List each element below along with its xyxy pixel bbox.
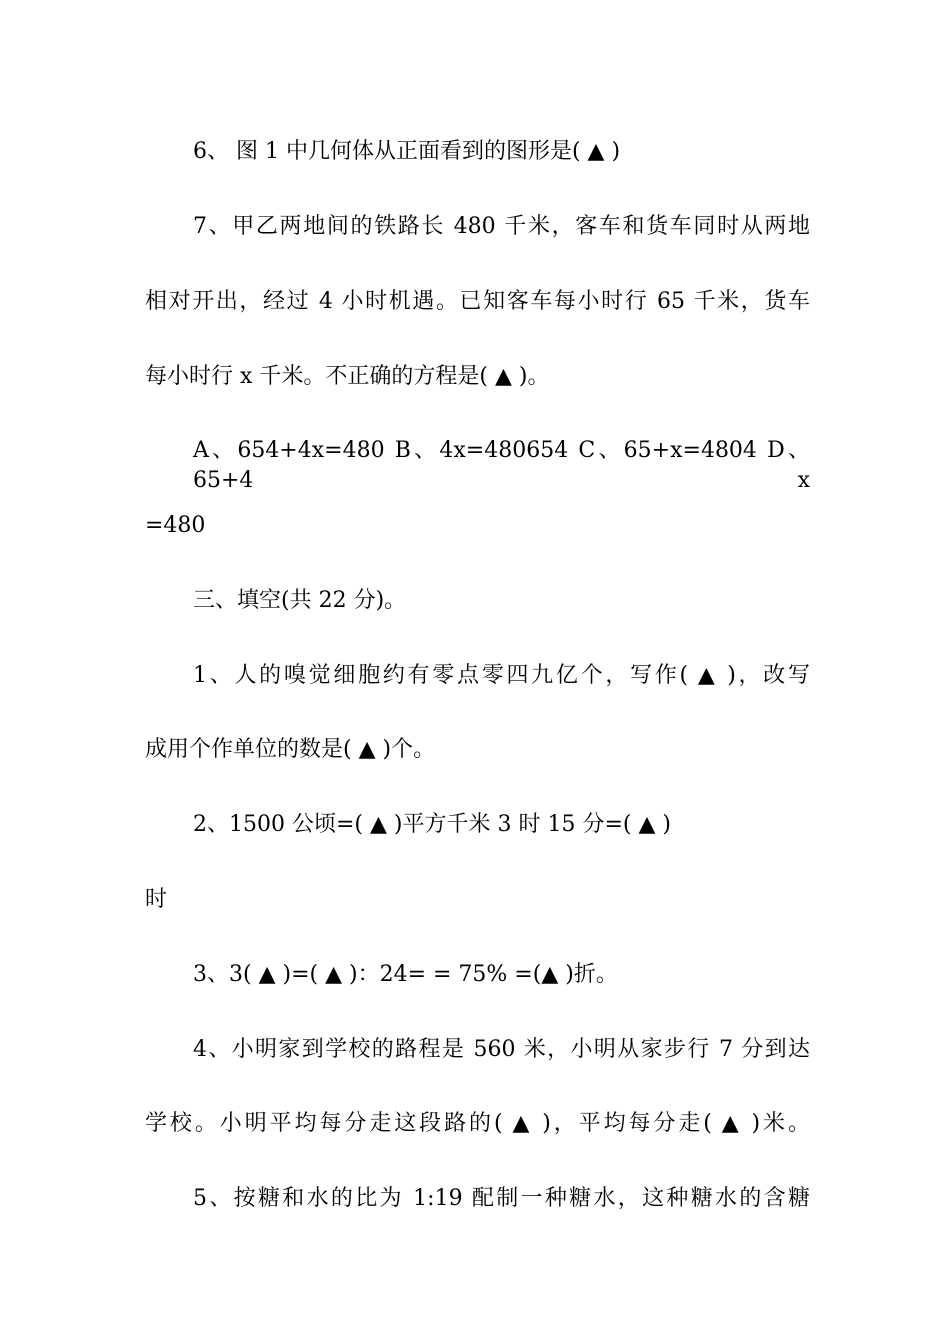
section-3-heading: 三、填空(共 22 分)。 bbox=[193, 588, 407, 613]
fill-question-4-line-1: 4、小明家到学校的路程是 560 米，小明从家步行 7 分到达 bbox=[193, 1037, 810, 1062]
question-6-text: 6、 图 1 中几何体从正面看到的图形是( ▲ ) bbox=[193, 139, 621, 164]
question-7-options-continued: =480 bbox=[145, 513, 206, 538]
question-7-line-3: 每小时行 x 千米。不正确的方程是( ▲ )。 bbox=[145, 364, 550, 389]
question-7-line-1: 7、甲乙两地间的铁路长 480 千米，客车和货车同时从两地 bbox=[193, 214, 810, 239]
question-7-options: A、654+4x=480 B、4x=480654 C、65+x=4804 D、65+4 x bbox=[193, 438, 810, 493]
fill-question-4-line-2: 学校。小明平均每分走这段路的( ▲ )，平均每分走( ▲ )米。 bbox=[145, 1111, 810, 1136]
fill-question-1-line-1: 1、人的嗅觉细胞约有零点零四九亿个，写作( ▲ )，改写 bbox=[193, 663, 810, 688]
fill-question-1-line-2: 成用个作单位的数是( ▲ )个。 bbox=[145, 737, 436, 762]
fill-question-2-line-1: 2、1500 公顷=( ▲ )平方千米 3 时 15 分=( ▲ ) bbox=[193, 812, 671, 837]
fill-question-5-line-1: 5、按糖和水的比为 1:19 配制一种糖水，这种糖水的含糖 bbox=[193, 1186, 810, 1211]
question-7-line-2: 相对开出，经过 4 小时机遇。已知客车每小时行 65 千米，货车 bbox=[145, 289, 810, 314]
fill-question-2-line-2: 时 bbox=[145, 887, 168, 912]
fill-question-3: 3、3( ▲ )=( ▲ )：24= = 75% =(▲ )折。 bbox=[193, 962, 618, 987]
